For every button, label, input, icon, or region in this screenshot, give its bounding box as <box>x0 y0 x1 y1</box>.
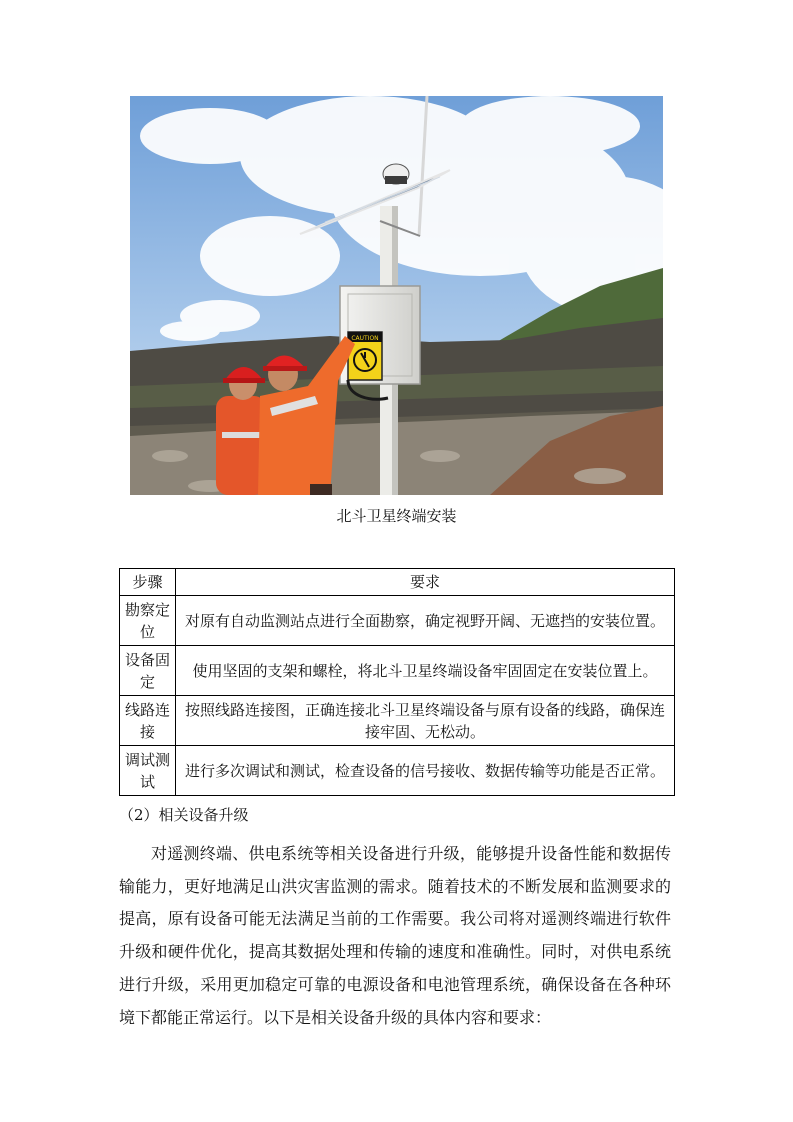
table-row <box>120 596 675 646</box>
step-cell: 线路连接 <box>120 696 176 746</box>
step-cell: 调试测试 <box>120 746 176 796</box>
table-row <box>120 696 675 746</box>
section-heading: （2）相关设备升级 <box>119 806 249 824</box>
table-header-row <box>120 569 675 596</box>
steps-table <box>119 568 675 796</box>
requirement-cell: 进行多次调试和测试，检查设备的信号接收、数据传输等功能是否正常。 <box>176 746 675 796</box>
header-step: 步骤 <box>120 569 176 596</box>
table-row <box>120 746 675 796</box>
step-cell: 设备固定 <box>120 646 176 696</box>
requirement-cell: 使用坚固的支架和螺栓，将北斗卫星终端设备牢固固定在安装位置上。 <box>176 646 675 696</box>
body-paragraph: 对遥测终端、供电系统等相关设备进行升级，能够提升设备性能和数据传输能力，更好地满足山洪灾害监测的需求。随着技术的不断发展和监测要求的提高，原有设备可能无法满足当前的工作需要。我公司将对遥测终端进行软件升级和硬件优化，提高其数据处理和传输的速度和准确性。同时，对供电系统进行升级，采用更加稳定可靠的电源设备和电池管理系统，确保设备在各种环境下都能正常运行。以下是相关设备升级的具体内容和要求： <box>119 844 671 1027</box>
requirement-cell: 按照线路连接图，正确连接北斗卫星终端设备与原有设备的线路，确保连接牢固、无松动。 <box>176 696 675 746</box>
caution-sign-text: CAUTION <box>351 335 379 342</box>
header-requirement: 要求 <box>176 569 675 596</box>
requirement-cell: 对原有自动监测站点进行全面勘察，确定视野开阔、无遮挡的安装位置。 <box>176 596 675 646</box>
installation-photo <box>130 96 663 495</box>
figure-caption: 北斗卫星终端安装 <box>336 507 457 525</box>
step-cell: 勘察定位 <box>120 596 176 646</box>
table-row <box>120 646 675 696</box>
